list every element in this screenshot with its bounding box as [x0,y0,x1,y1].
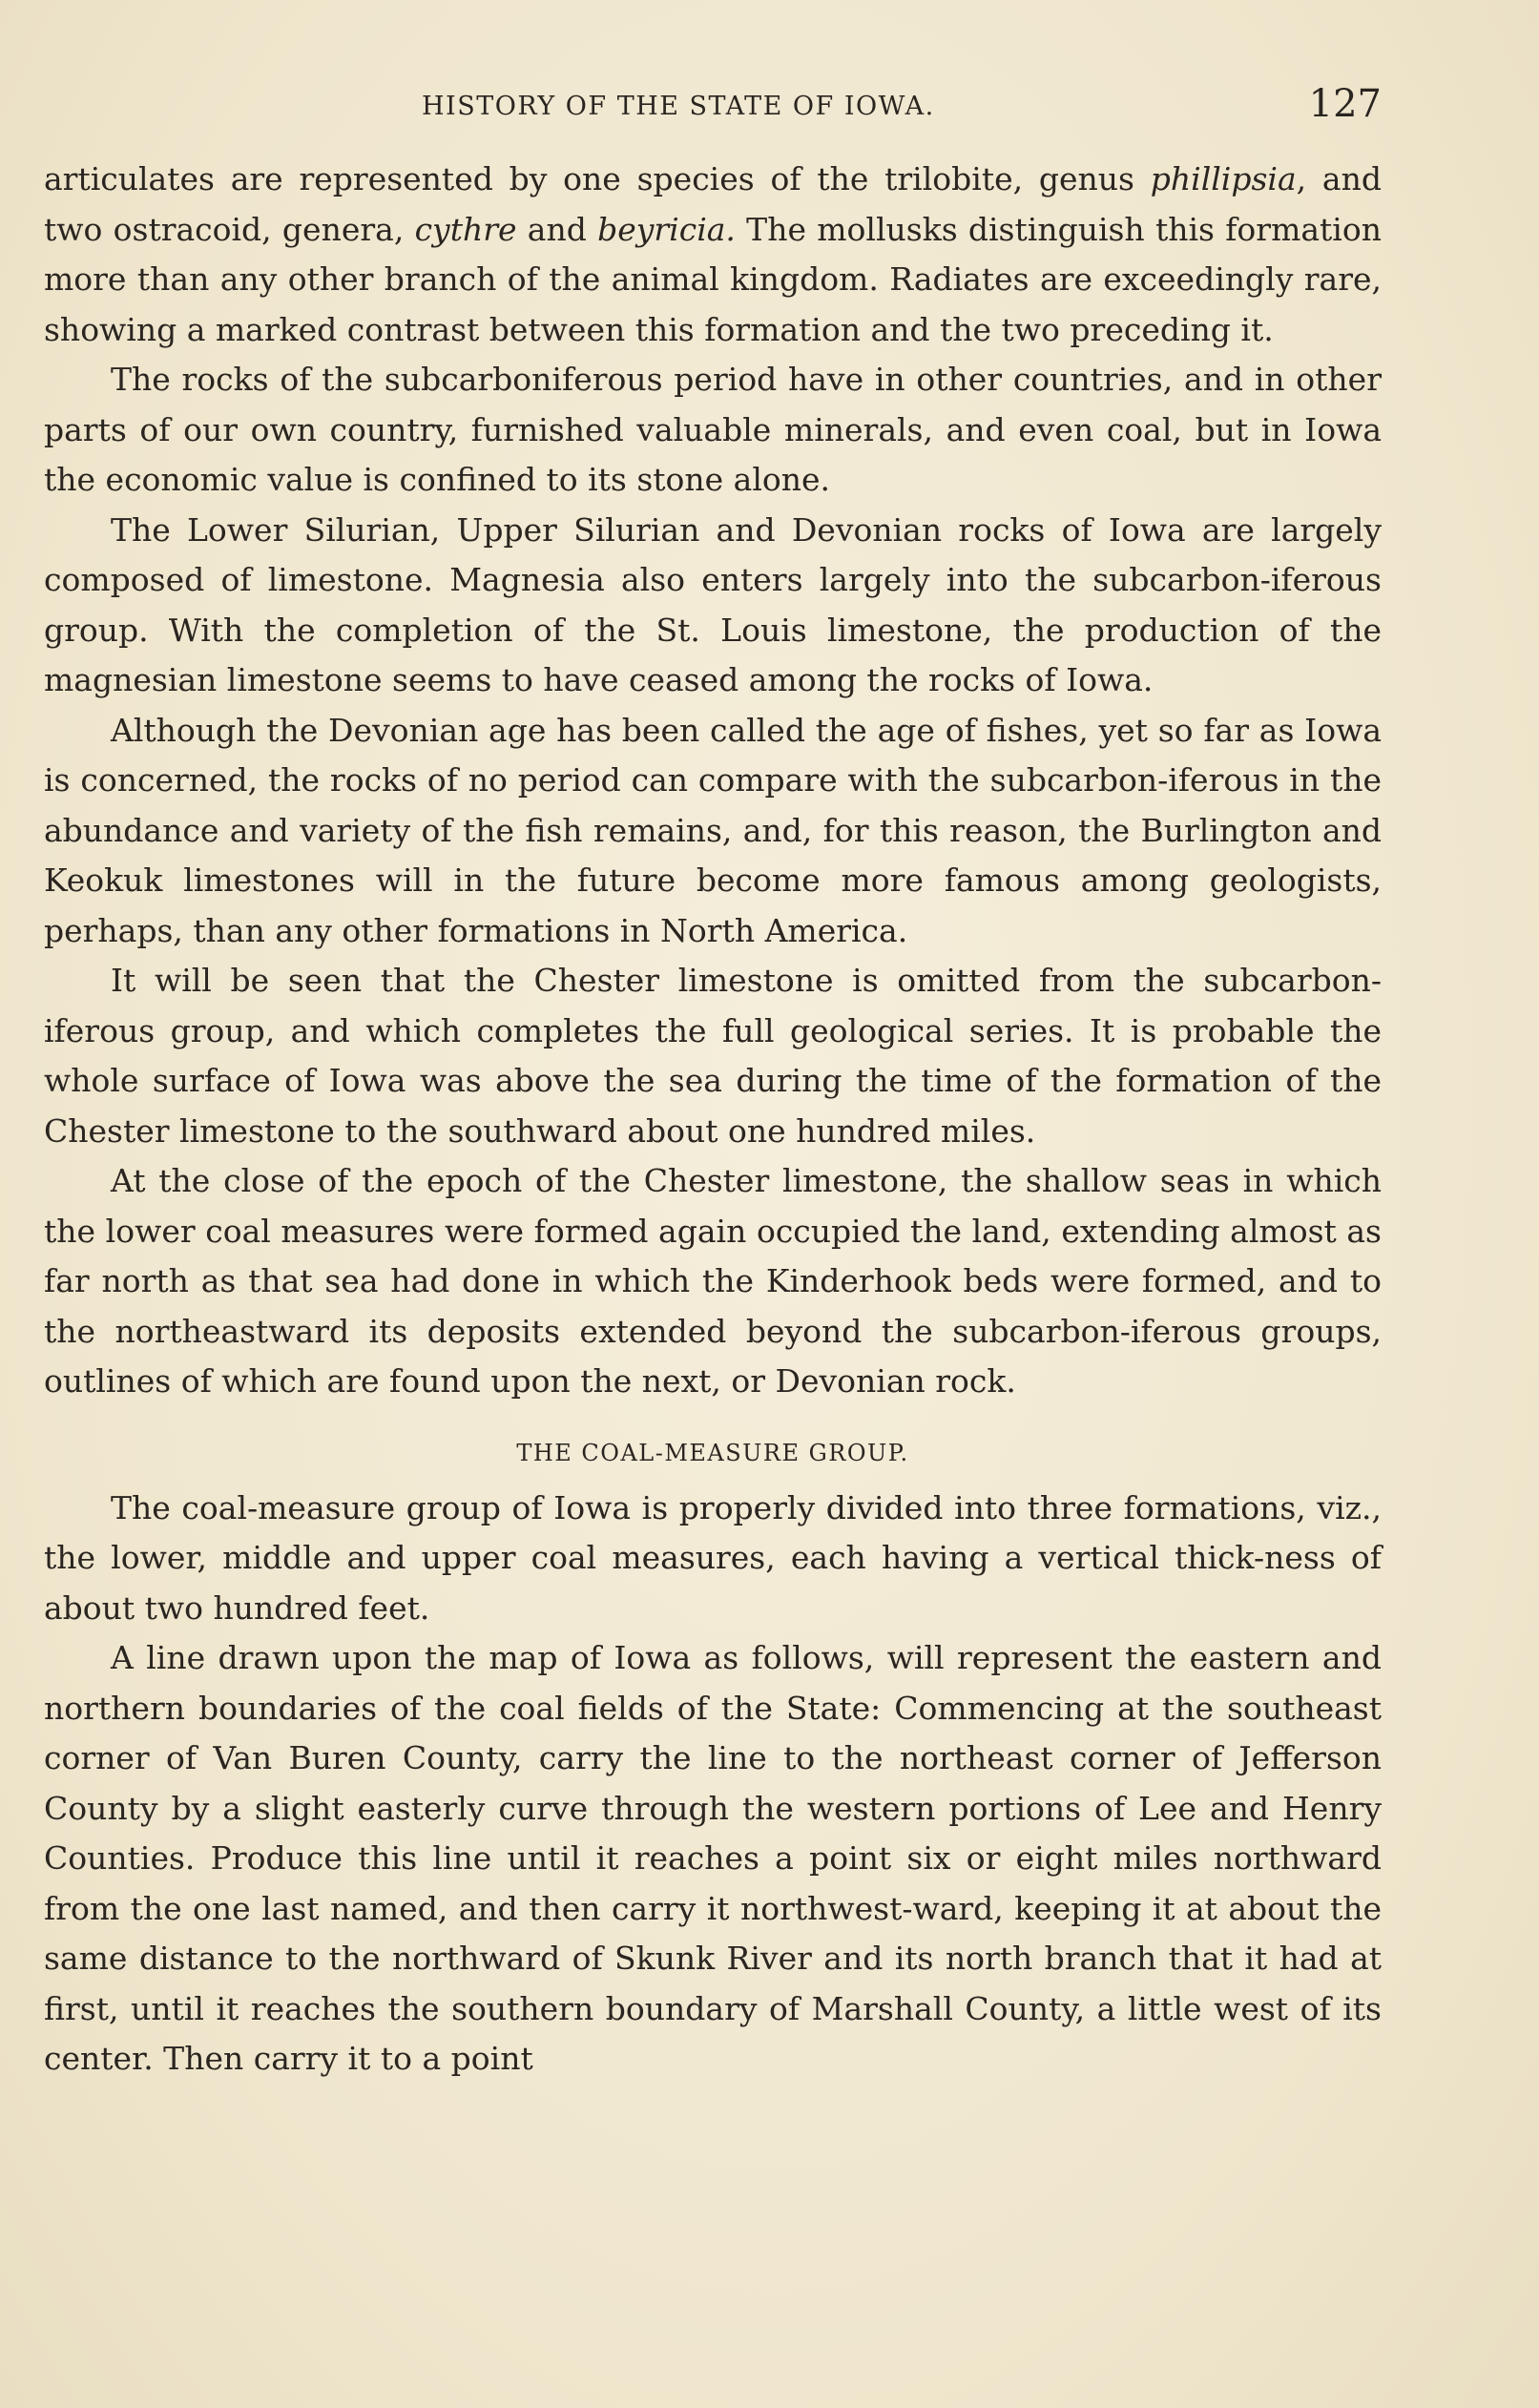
section-heading: THE COAL-MEASURE GROUP. [516,1439,909,1466]
genus-name-beyricia: beyricia. [597,210,736,248]
paragraph-6: At the close of the epoch of the Chester limestone, the shallow seas in which the lower coal measures were formed again occupied the land, extending almost as far north as that sea had done in which the Kinderhook beds were formed, and to the northeastward its deposits extended beyond the subcarbon-iferous groups, outlines of which are found upon the next, or Devonian rock. [44,1162,1382,1400]
paragraph-8: A line drawn upon the map of Iowa as follows, will represent the eastern and northern boundaries of the coal fields of the State: Commencing at the southeast corner of Van Buren County, carry the line to the northeast corner of Jefferson County by a slight easterly curve through the western portions of Lee and Henry Counties. Produce this line until it reaches a point six or eight miles northward from the one last named, and then carry it northwest-ward, keeping it at about the same distance to the northward of Skunk River and its north branch that it had at first, until it reaches the southern boundary of Marshall County, a little west of its center. Then carry it to a point [44,1639,1382,2077]
paragraph-1-text-e: and [516,210,598,248]
paragraph-1-text-a: articulates are represented by one species of the trilobite, genus [44,160,1151,197]
page-number: 127 [1308,82,1382,126]
paragraph-7: The coal-measure group of Iowa is properly divided into three formations, viz., the lower, middle and upper coal measures, each having a vertical thick-ness of about two hundred feet. [44,1488,1382,1627]
paragraph-2: The rocks of the subcarboniferous period have in other countries, and in other parts of our own country, furnished valuable minerals, and even coal, but in Iowa the economic value is confined to its stone alone. [44,361,1382,498]
page-header [44,82,1382,135]
paragraph-4: Although the Devonian age has been called the age of fishes, yet so far as Iowa is concerned, the rocks of no period can compare with the subcarbon-iferous in the abundance and variety of the fish remains, and, for this reason, the Burlington and Keokuk limestones will in the future become more famous among geologists, perhaps, than any other formations in North America. [44,711,1382,949]
running-head: HISTORY OF THE STATE OF IOWA. [422,92,935,121]
body-text [44,155,1382,2085]
genus-name-cythre: cythre [414,210,517,248]
paragraph-5: It will be seen that the Chester limestone is omitted from the subcarbon-iferous group, and which completes the full geological series. It is probable the whole surface of Iowa was above the sea during the time of the formation of the Chester limestone to the southward about one hundred miles. [44,962,1382,1150]
paragraph-1-text-c: , and two ostracoid, genera, [44,160,1382,248]
genus-name-phillipsia: phillipsia [1150,160,1297,197]
paragraph-1 [44,155,1382,355]
paragraph-3: The Lower Silurian, Upper Silurian and Devonian rocks of Iowa are largely composed of limestone. Magnesia also enters largely into the subcarbon-iferous group. With the completion of the St. Louis limestone, the production of the magnesian limestone seems to have ceased among the rocks of Iowa. [44,510,1382,698]
paragraph-1-text-g: The mollusks distinguish this formation more than any other branch of the animal kingdom. Radiates are exceedingly rare, showing a marked contrast between this formation and the two preceding it. [44,210,1382,348]
